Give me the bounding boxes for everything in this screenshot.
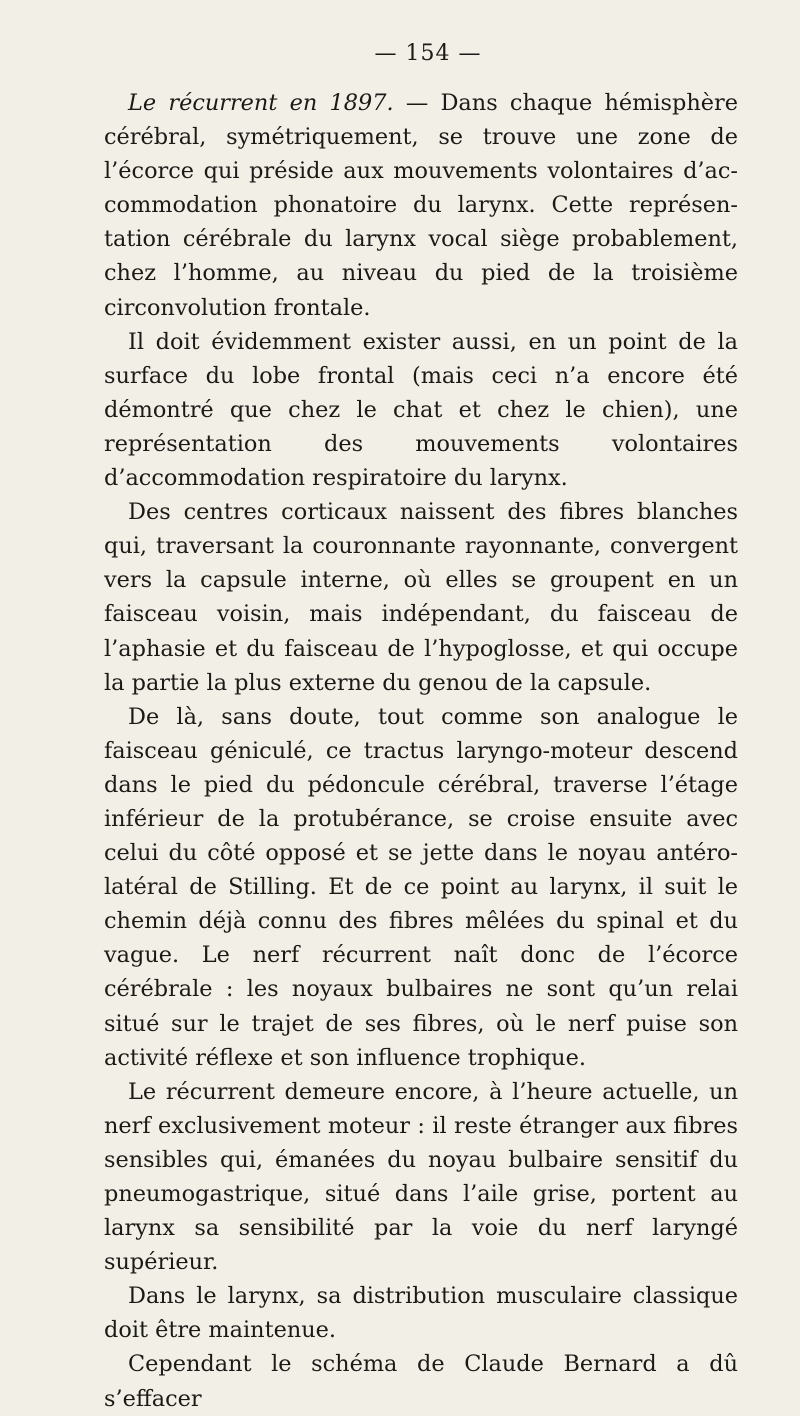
section-title: Le récurrent en 1897. bbox=[128, 90, 394, 116]
paragraph-5: Le récurrent demeure encore, à l’heure actuelle, un nerf exclusivement moteur : il reste étranger aux fibres sensibles qui, émanées du noyau bulbaire sensitif du pneumogastrique, situé dans l’aile grise, portent au larynx sa sensibilité par la voie du nerf laryngé supérieur. bbox=[104, 1078, 738, 1276]
paragraph-4: De là, sans doute, tout comme son analogue le faisceau géniculé, ce tractus laryngo-moteur descend dans le pied du pédoncule cérébral, traverse l’étage inférieur de la protubérance, se croise ensuite avec celui du côté opposé et se jette dans le noyau antéro-latéral de Stilling. Et de ce point au larynx, il suit le chemin déjà connu des fibres mêlées du spinal et du vague. Le nerf récurrent naît donc de l’écorce cérébrale : les noyaux bulbaires ne sont qu’un relai situé sur le trajet de ses fibres, où le nerf puise son activité réflexe et son influence trophique. bbox=[104, 703, 738, 1071]
paragraph-7: Cependant le schéma de Claude Bernard a dû s’effacer bbox=[104, 1351, 738, 1412]
paragraph-3: Des centres corticaux naissent des fibres blanches qui, traversant la couronnante rayonnante, convergent vers la capsule interne, où elles se groupent en un faisceau voisin, mais indépendant, du faisceau de l’aphasie et du faisceau de l’hypoglosse, et qui occupe la partie la plus externe du genou de la capsule. bbox=[104, 499, 738, 696]
paragraph-6: Dans le larynx, sa distribution musculaire classique doit être maintenue. bbox=[104, 1283, 738, 1344]
paragraph-text: — Dans chaque hémisphère cérébral, symétriquement, se trouve une zone de l’écorce qui préside aux mouvements volontaires d’accommodation phonatoire du larynx. Cette représentation cérébrale du larynx vocal siège probablement, chez l’homme, au niveau du pied de la troisième circonvolution frontale. bbox=[104, 90, 738, 321]
paragraph-1 bbox=[104, 86, 738, 325]
body-text bbox=[104, 86, 738, 1416]
paragraph-2: Il doit évidemment exister aussi, en un point de la surface du lobe frontal (mais ceci n’a encore été démontré que chez le chat et chez le chien), une représentation des mouvements volontaires d’accommodation respiratoire du larynx. bbox=[104, 328, 738, 492]
page-number: — 154 — bbox=[374, 41, 482, 66]
